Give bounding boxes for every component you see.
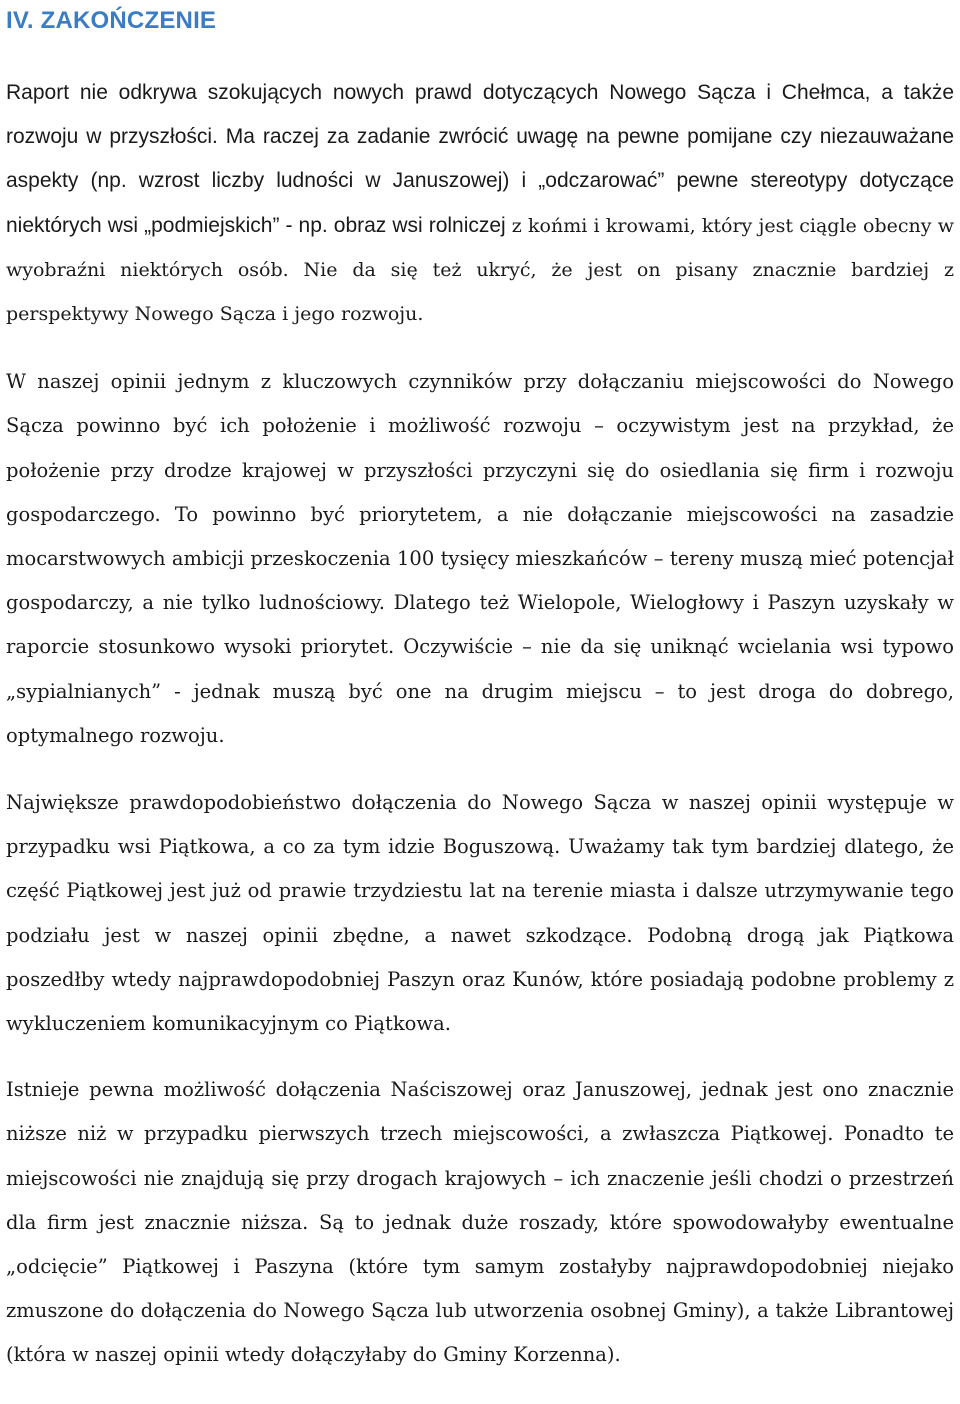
document-page — [6, 0, 954, 1378]
section-heading: IV. ZAKOŃCZENIE — [6, 7, 217, 34]
paragraph-1-part-a: Raport nie odkrywa szokujących nowych prawd dotyczących Nowego Sącza i Chełmca, a także rozwoju w przyszłości. Ma raczej za zadanie zwrócić uwagę na pewne pomijane czy niezauważane aspekty (np. wzrost liczby ludności w Januszowej) i „odczarować” pewne stereotypy dotyczące niektórych wsi „podmiejskich” - np. obraz wsi rolniczej — [6, 81, 954, 237]
paragraph-2: W naszej opinii jednym z kluczowych czynników przy dołączaniu miejscowości do Nowego Sącza powinno być ich położenie i możliwość rozwoju – oczywistym jest na przykład, że położenie przy drodze krajowej w przyszłości przyczyni się do osiedlania się firm i rozwoju gospodarczego. To powinno być priorytetem, a nie dołączanie miejscowości na zasadzie mocarstwowych ambicji przeskoczenia 100 tysięcy mieszkańców – tereny muszą mieć potencjał gospodarczy, a nie tylko ludnościowy. Dlatego też Wielopole, Wielogłowy i Paszyn uzyskały w raporcie stosunkowo wysoki priorytet. Oczywiście – nie da się uniknąć wcielania wsi typowo „sypialnianych” - jednak muszą być one na drugim miejscu – to jest droga do dobrego, optymalnego rozwoju. — [6, 370, 954, 747]
paragraph-4: Istnieje pewna możliwość dołączenia Naściszowej oraz Januszowej, jednak jest ono znacznie niższe niż w przypadku pierwszych trzech miejscowości, a zwłaszcza Piątkowej. Ponadto te miejscowości nie znajdują się przy drogach krajowych – ich znaczenie jeśli chodzi o przestrzeń dla firm jest znacznie niższa. Są to jednak duże roszady, które spowodowałyby ewentualne „odcięcie” Piątkowej i Paszyna (które tym samym zostałyby najprawdopodobniej niejako zmuszone do dołączenia do Nowego Sącza lub utworzenia osobnej Gminy), a także Librantowej (która w naszej opinii wtedy dołączyłaby do Gminy Korzenna). — [6, 1078, 954, 1367]
paragraph-1 — [6, 71, 954, 336]
paragraph-1-part-b: z końmi i krowami, który jest ciągle obecny w wyobraźni niektórych osób. Nie da się też ukryć, że jest on pisany znacznie bardziej z perspektywy Nowego Sącza i jego rozwoju. — [6, 214, 954, 326]
paragraph-3: Największe prawdopodobieństwo dołączenia do Nowego Sącza w naszej opinii występuje w przypadku wsi Piątkowa, a co za tym idzie Boguszową. Uważamy tak tym bardziej dlatego, że część Piątkowej jest już od prawie trzydziestu lat na terenie miasta i dalsze utrzymywanie tego podziału jest w naszej opinii zbędne, a nawet szkodzące. Podobną drogą jak Piątkowa poszedłby wtedy najprawdopodobniej Paszyn oraz Kunów, które posiadają podobne problemy z wykluczeniem komunikacyjnym co Piątkowa. — [6, 791, 954, 1036]
